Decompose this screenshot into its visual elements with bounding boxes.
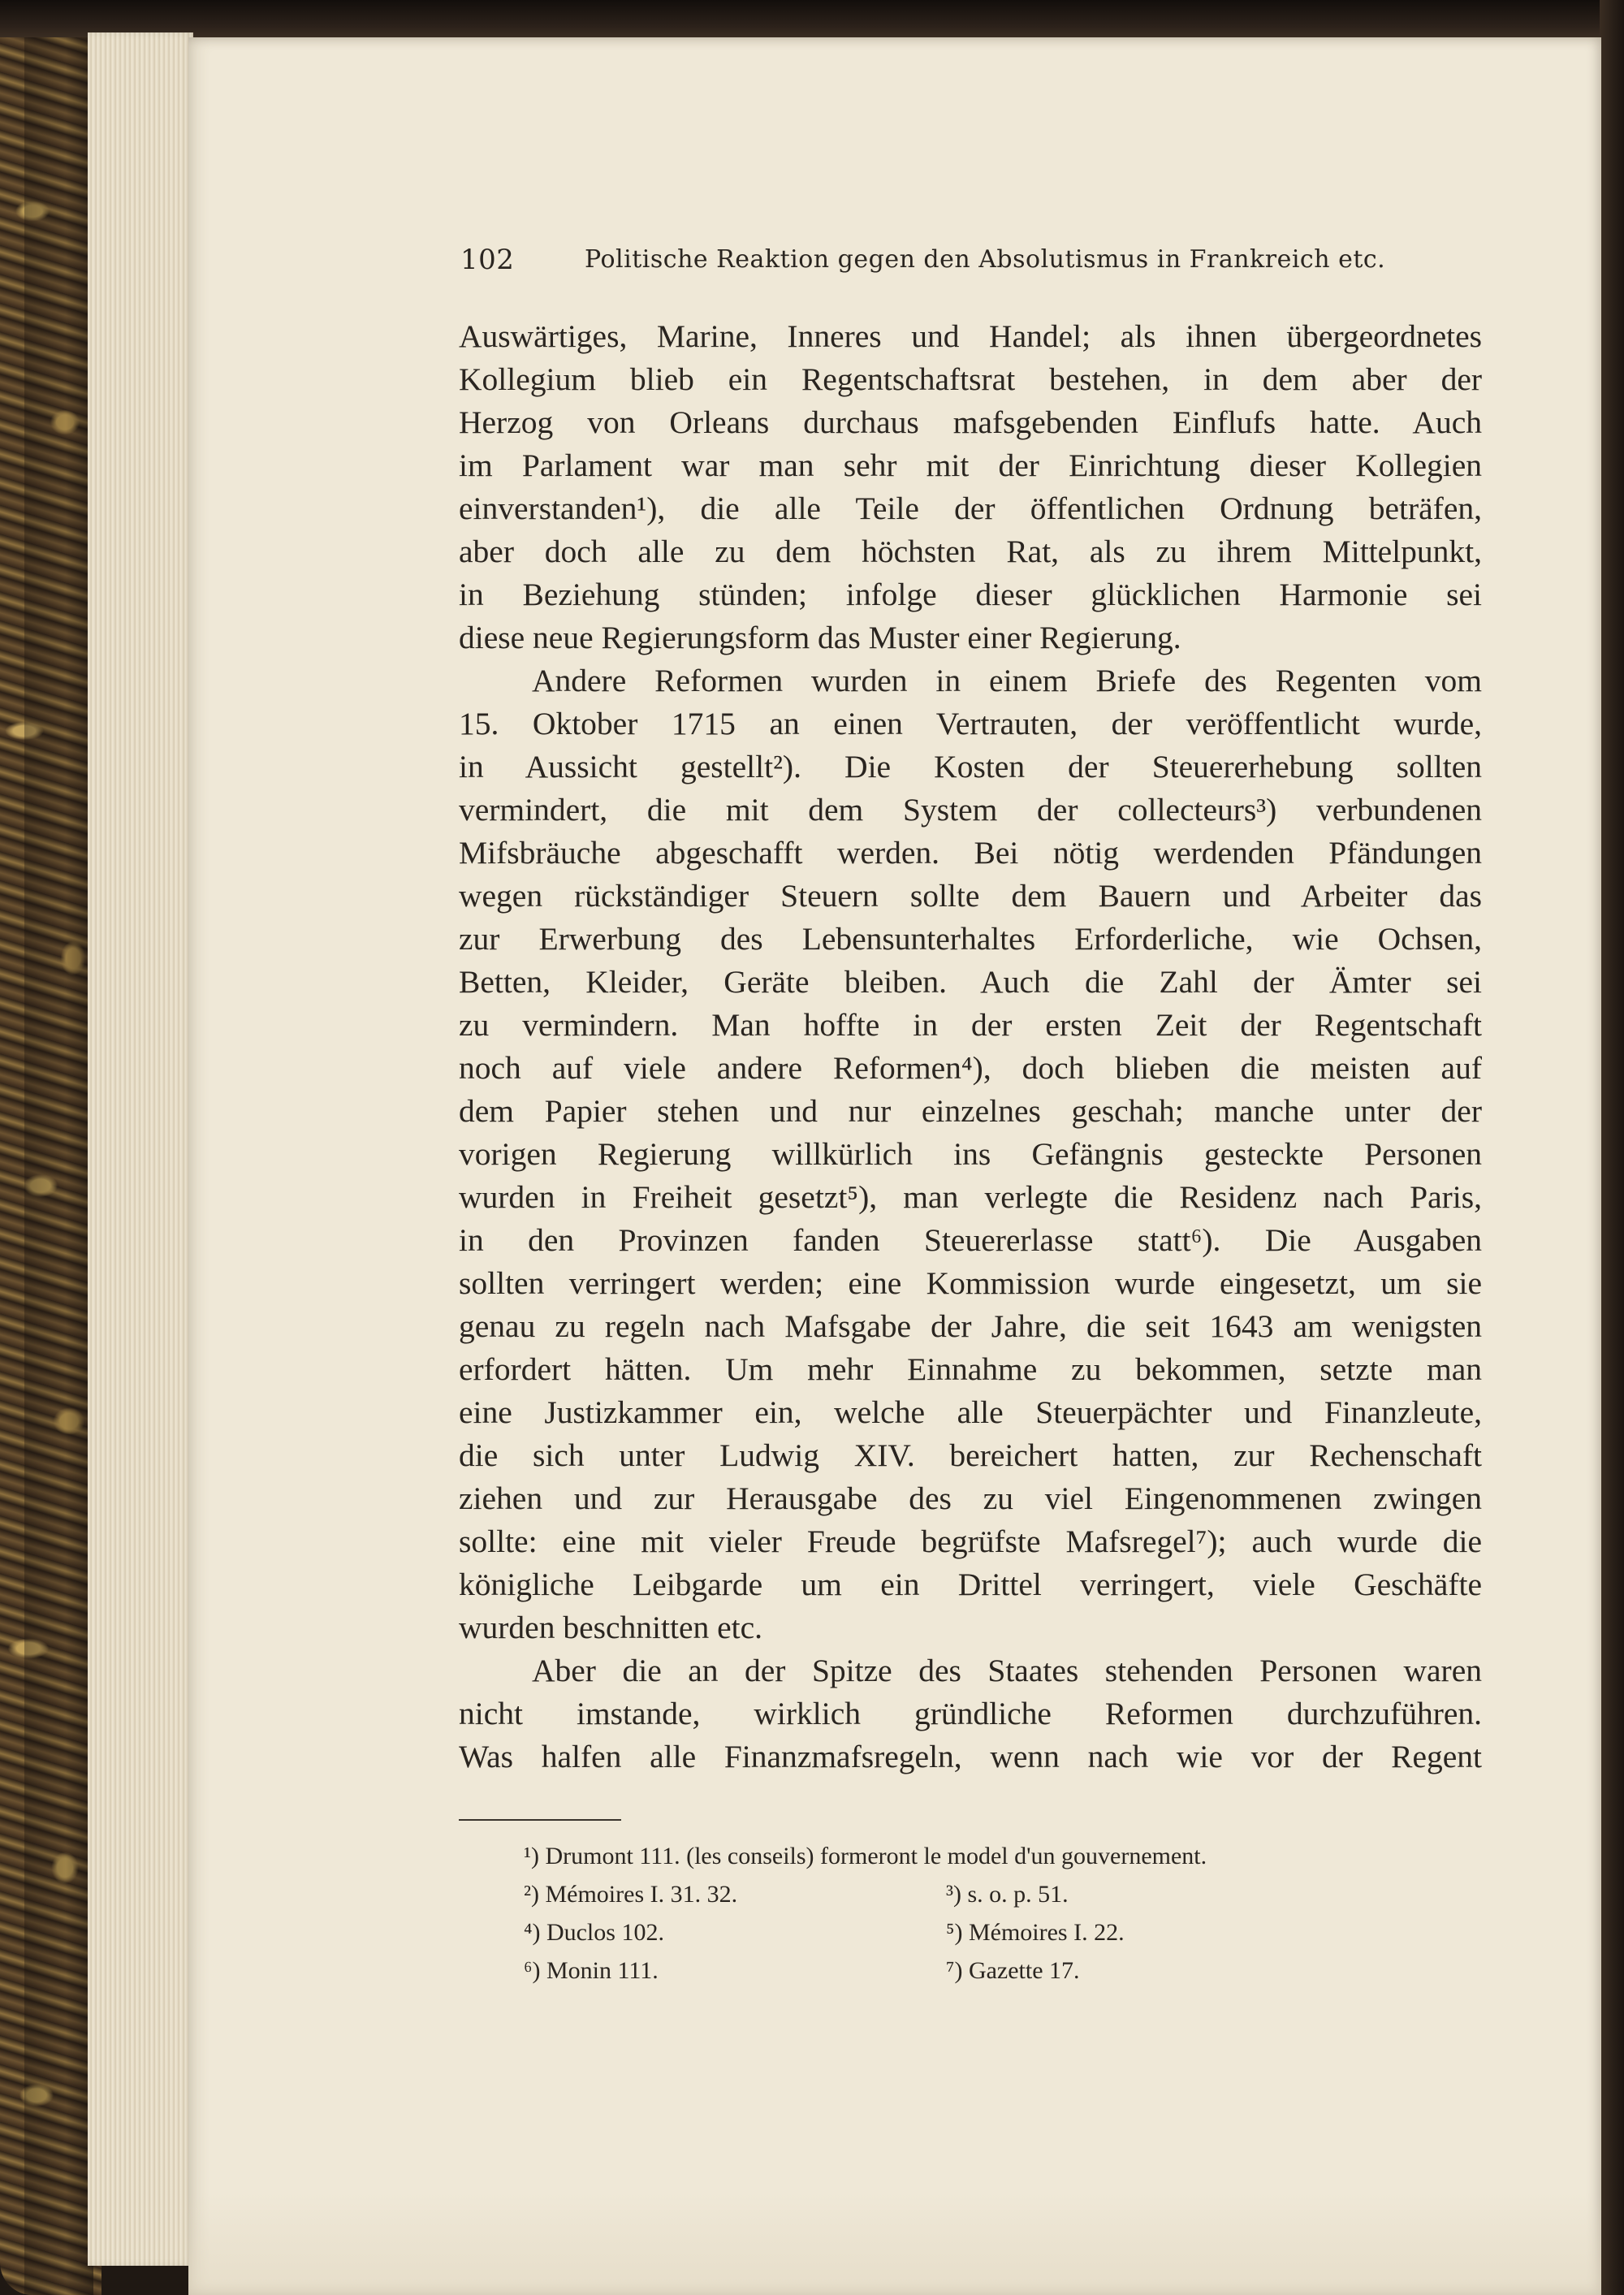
footnote-6: ⁶) Monin 111. <box>524 1957 659 1984</box>
text-line: Was halfen alle Finanzmafsregeln, wenn nach wie vor der Regent <box>459 1739 1482 1774</box>
footnote-7: ⁷) Gazette 17. <box>946 1957 1080 1984</box>
text-line: Andere Reformen wurden in einem Briefe des Regenten vom <box>532 663 1482 698</box>
text-line: dem Papier stehen und nur einzelnes geschah; manche unter der <box>459 1093 1482 1129</box>
text-line: einverstanden¹), die alle Teile der öffentlichen Ordnung beträfen, <box>459 491 1482 526</box>
page-number: 102 <box>460 244 515 276</box>
text-line: Herzog von Orleans durchaus mafsgebenden Einflufs hatte. Auch <box>459 404 1482 440</box>
text-line: eine Justizkammer ein, welche alle Steuerpächter und Finanzleute, <box>459 1394 1482 1430</box>
text-line: Mifsbräuche abgeschafft werden. Bei nötig werdenden Pfändungen <box>459 835 1482 871</box>
text-line: in Aussicht gestellt²). Die Kosten der Steuererhebung sollten <box>459 749 1482 784</box>
footnote-4: ⁴) Duclos 102. <box>524 1919 664 1946</box>
running-title: Politische Reaktion gegen den Absolutismus in Frankreich etc. <box>585 245 1386 274</box>
text-line: Betten, Kleider, Geräte bleiben. Auch die Zahl der Ämter sei <box>459 964 1482 1000</box>
binding-shadow <box>24 0 93 2295</box>
text-line: sollten verringert werden; eine Kommission wurde eingesetzt, um sie <box>459 1265 1482 1301</box>
footnote-5: ⁵) Mémoires I. 22. <box>946 1919 1125 1946</box>
text-line: noch auf viele andere Reformen⁴), doch blieben die meisten auf <box>459 1050 1482 1086</box>
top-cover-edge <box>0 0 1624 37</box>
text-line: zur Erwerbung des Lebensunterhaltes Erforderliche, wie Ochsen, <box>459 921 1482 957</box>
text-line: genau zu regeln nach Mafsgabe der Jahre, die seit 1643 am wenigsten <box>459 1308 1482 1344</box>
page-bottom-shade <box>188 2193 1601 2295</box>
page-edges <box>88 32 193 2266</box>
text-line: Kollegium blieb ein Regentschaftsrat bestehen, in dem aber der <box>459 361 1482 397</box>
text-line: diese neue Regierungsform das Muster einer Regierung. <box>459 620 1181 655</box>
text-line: Aber die an der Spitze des Staates stehenden Personen waren <box>532 1653 1482 1688</box>
footnote-3: ³) s. o. p. 51. <box>946 1881 1069 1908</box>
body-text <box>459 315 1482 1779</box>
page-content <box>459 236 1482 1990</box>
text-line: wegen rückständiger Steuern sollte dem Bauern und Arbeiter das <box>459 878 1482 914</box>
footnote-rule <box>459 1819 621 1821</box>
text-line: die sich unter Ludwig XIV. bereichert hatten, zur Rechenschaft <box>459 1437 1482 1473</box>
text-line: zu vermindern. Man hoffte in der ersten Zeit der Regentschaft <box>459 1007 1482 1043</box>
text-line: ziehen und zur Herausgabe des zu viel Eingenommenen zwingen <box>459 1480 1482 1516</box>
text-line: in den Provinzen fanden Steuererlasse statt⁶). Die Ausgaben <box>459 1222 1482 1258</box>
text-line: Auswärtiges, Marine, Inneres und Handel; als ihnen übergeordnetes <box>459 318 1482 354</box>
text-line: vorigen Regierung willkürlich ins Gefängnis gesteckte Personen <box>459 1136 1482 1172</box>
footnote-row <box>459 1837 1482 1875</box>
footnote-row <box>459 1913 1482 1951</box>
text-line: 15. Oktober 1715 an einen Vertrauten, der veröffentlicht wurde, <box>459 706 1482 741</box>
text-line: aber doch alle zu dem höchsten Rat, als zu ihrem Mittelpunkt, <box>459 534 1482 569</box>
text-line: im Parlament war man sehr mit der Einrichtung dieser Kollegien <box>459 447 1482 483</box>
page-header <box>459 236 1482 284</box>
text-line: in Beziehung stünden; infolge dieser glücklichen Harmonie sei <box>459 577 1482 612</box>
text-line: königliche Leibgarde um ein Drittel verringert, viele Geschäfte <box>459 1567 1482 1602</box>
text-line: wurden beschnitten etc. <box>459 1610 763 1645</box>
footnote-row <box>459 1951 1482 1990</box>
text-line: erfordert hätten. Um mehr Einnahme zu bekommen, setzte man <box>459 1351 1482 1387</box>
footnote-row <box>459 1875 1482 1913</box>
text-line: vermindert, die mit dem System der collecteurs³) verbundenen <box>459 792 1482 828</box>
text-line: sollte: eine mit vieler Freude begrüfste Mafsregel⁷); auch wurde die <box>459 1524 1482 1559</box>
footnotes <box>459 1837 1482 1990</box>
footnote-1: ¹) Drumont 111. (les conseils) formeront le model d'un gouvernement. <box>524 1843 1207 1869</box>
footnote-2: ²) Mémoires I. 31. 32. <box>524 1881 738 1908</box>
right-cover-edge <box>1600 0 1624 2295</box>
text-line: wurden in Freiheit gesetzt⁵), man verlegte die Residenz nach Paris, <box>459 1179 1482 1215</box>
text-line: nicht imstande, wirklich gründliche Reformen durchzuführen. <box>459 1696 1482 1731</box>
